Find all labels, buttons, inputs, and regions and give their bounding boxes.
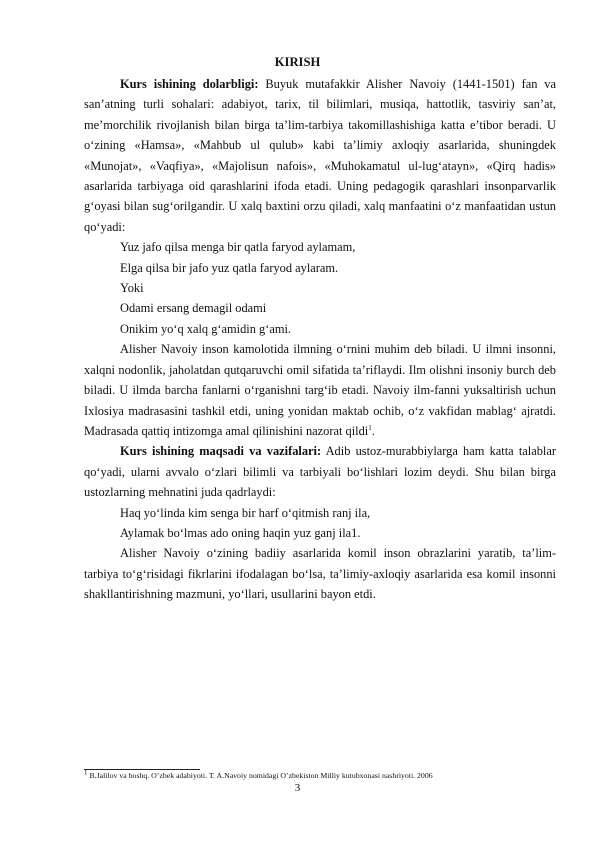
paragraph-goals [84, 441, 556, 502]
verse-line-4: Onikim yo‘q xalq g‘amidin g‘ami. [120, 321, 292, 336]
page-title: KIRISH [274, 55, 321, 69]
footnote-divider [84, 769, 200, 770]
document-body [84, 74, 556, 605]
footnote-text: B.Jalilov va boshq. O’zbek adabiyoti. T. A.Navoiy nomidagi O’zbekiston Milliy kutubxonasi nashriyoti. 2006 [87, 771, 433, 780]
verse-line-6: Aylamak bo‘lmas ado oning haqin yuz ganj ila1. [120, 525, 361, 540]
paragraph-conclusion: Alisher Navoiy o‘zining badiiy asarlarida komil inson obrazlarini yaratib, ta’lim-tarbiya to‘g‘risidagi fikrlarini ifodalagan bo‘lsa, ta’limiy-axloqiy asarlarida esa komil insonni shakllantirishning mazmuni, yo‘llari, usullarini bayon etdi. [84, 546, 556, 602]
footnote-marker: 1 [84, 768, 88, 777]
paragraph-knowledge [84, 339, 556, 441]
goals-text: Adib ustoz-murabbiylarga ham katta talablar qo‘yadi, ularni avvalo o‘zlari bilimli va tarbiyali bo‘lishlari lozim deydi. Shu bilan birga ustozlarning mehnatini juda qadrlaydi: [84, 444, 556, 500]
footnote-reference[interactable]: 1 [368, 423, 372, 432]
footnote [84, 768, 564, 781]
paragraph-relevance [84, 74, 556, 237]
goals-heading: Kurs ishining maqsadi va vazifalari: [120, 444, 322, 459]
relevance-text: Buyuk mutafakkir Alisher Navoiy (1441-1501) fan va san’atning turli sohalari: adabiyot, tarix, til bilimlari, musiqa, hattotlik, tasviriy san’at, me’morchilik rivojlanish bilan birga ta’lim-tarbiya takomillashishiga katta e’tibor beradi. U o‘zining «Hamsa», «Mahbub ul qulub» kabi ta’limiy axloqiy asarlarida, shuningdek «Munojat», «Vaqfiya», «Majolisun nafois», «Muhokamatul ul-lug‘atayn», «Qirq hadis» asarlarida tarbiyaga oid qarashlarini ifoda etadi. Uning pedagogik qarashlari insonparvarlik g‘oyasi bilan sug‘orilgandir. U xalq baxtini orzu qiladi, xalq manfaatini o‘z manfaatidan ustun qo‘yadi: [84, 77, 556, 234]
verse-line-3: Odami ersang demagil odami [120, 301, 267, 316]
relevance-heading: Kurs ishining dolarbligi: [120, 77, 259, 91]
page-number: 3 [294, 782, 301, 794]
verse-line-1: Yuz jafo qilsa menga bir qatla faryod aylamam, [120, 240, 356, 255]
verse-connector: Yoki [120, 281, 144, 296]
verse-line-5: Haq yo‘linda kim senga bir harf o‘qitmish ranj ila, [120, 505, 371, 520]
knowledge-text: Alisher Navoiy inson kamolotida ilmning o‘rnini muhim deb biladi. U ilmni insonni, xalqni nodonlik, jaholatdan qutqaruvchi omil sifatida ta’riflaydi. Ilm olishni insoniy burch deb biladi. U ilmda barcha fanlarni o‘rganishni targ‘ib etadi. Navoiy ilm-fanni yuksaltirish uchun Ixlosiya madrasasini tashkil etdi, uning yonidan maktab ochib, o‘z vakfidan mablag‘ ajratdi. Madrasada qattiq intizomga amal qilinishini nazorat qildi [84, 342, 556, 438]
verse-line-2: Elga qilsa bir jafo yuz qatla faryod aylaram. [120, 260, 339, 275]
knowledge-end: . [371, 423, 375, 438]
